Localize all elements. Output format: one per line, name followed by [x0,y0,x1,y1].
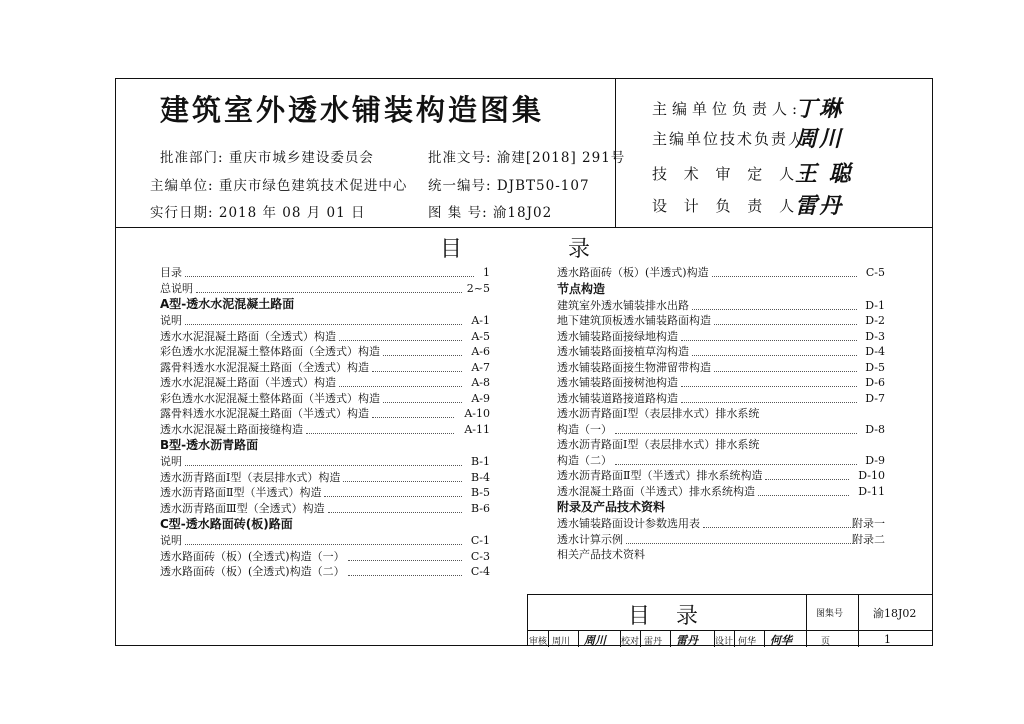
toc-entry-text: 地下建筑顶板透水铺装路面构造 [557,314,711,327]
toc-entry-page: D-10 [858,469,885,482]
toc-entry-text: 构造（一） [557,422,612,436]
toc-entry-text: 透水路面砖（板）(全透式)构造（一） [160,549,345,563]
toc-entry [557,406,885,422]
toc-entry-page: B-1 [470,455,490,468]
toc-entry-text: 相关产品技术资料 [557,548,645,561]
toc-entry-page: A-11 [464,422,490,436]
approval-number-label: 批准文号: [428,150,492,166]
title-block-vline [640,630,641,647]
toc-entry-page: A-1 [471,314,490,327]
toc-entry-text: 透水铺装道路接道路构造 [557,391,678,405]
toc-entry [557,547,885,563]
toc-entry-page: C-1 [470,534,490,547]
atlas-no-value: 渝18J02 [873,607,917,620]
toc-section-heading [557,499,885,516]
toc-entry-text: 透水沥青路面Ⅰ型（表层排水式）构造 [160,470,341,484]
toc-entry-text: 透水铺装路面接生物滞留带构造 [557,360,711,374]
toc-entry-page: C-5 [865,266,885,279]
signature: 周川 [795,127,844,152]
toc-entry [557,375,885,391]
responsible-label: 主编单位技术负责人: [652,130,813,148]
editor-unit-value: 重庆市绿色建筑技术促进中心 [218,178,408,194]
toc-entry [160,422,490,438]
toc-leader-dots [681,329,857,341]
toc-entry [160,360,490,376]
toc-entry [160,391,490,407]
toc-entry-page: A-7 [471,360,490,374]
toc-entry-text: 透水混凝土路面（半透式）排水系统构造 [557,484,755,498]
title-block-vline [548,630,549,647]
toc-entry-page: A-9 [471,391,490,405]
toc-entry-page: B-5 [470,486,490,499]
title-block-vline [806,595,807,630]
toc-leader-dots [383,391,462,403]
approval-dept-value: 重庆市城乡建设委员会 [228,150,374,166]
approval-dept [160,146,374,166]
toc-leader-dots [372,406,454,418]
title-block-vline [764,630,765,647]
toc-section-heading [557,281,885,298]
toc-leader-dots [196,281,462,293]
atlas-number [428,201,552,221]
toc-entry [557,298,885,314]
signature: 王 聪 [795,162,853,187]
toc-entry-text: 透水水泥混凝土路面（半透式）构造 [160,376,336,389]
toc-entry [557,422,885,438]
toc-leader-dots [626,532,857,544]
toc-entry [160,564,490,580]
toc-entry-page: C-4 [470,565,490,578]
page-label: 页 [821,637,831,647]
toc-entry-text: 透水沥青路面Ⅰ型（表层排水式）排水系统 [557,438,760,451]
toc-entry-text: 目录 [160,266,182,279]
page-value: 1 [884,633,891,646]
toc-leader-dots [185,533,462,545]
toc-left-column [160,265,490,580]
toc-entry [160,329,490,345]
toc-heading-left: 目 [440,237,463,262]
toc-entry-text: 节点构造 [557,281,606,296]
toc-entry [160,281,490,297]
toc-entry-page: D-1 [865,298,885,312]
toc-leader-dots [758,484,849,496]
toc-entry-page: D-4 [865,345,885,358]
atlas-title: 建筑室外透水铺装构造图集 [160,93,545,127]
toc-entry-page: D-2 [865,314,885,327]
toc-entry [160,454,490,470]
toc-leader-dots [185,265,474,277]
editor-unit-label: 主编单位: [150,178,214,194]
toc-entry-text: 露骨料透水水泥混凝土路面（全透式）构造 [160,360,369,374]
toc-entry-page: C-3 [470,549,490,563]
atlas-number-value: 渝18J02 [492,205,553,221]
responsible-label: 设 计 负 责 人: [652,197,812,215]
title-block-vline [806,630,807,647]
toc-entry-text: C型-透水路面砖(板)路面 [160,517,293,531]
effective-date-value: 2018 年 08 月 01 日 [218,205,366,221]
toc-entry-page: A-6 [471,345,490,358]
unified-number-label: 统一编号: [428,178,492,194]
toc-leader-dots [348,549,462,561]
toc-entry-page: D-6 [865,376,885,389]
toc-leader-dots [714,360,857,372]
toc-entry-text: 透水铺装路面设计参数选用表 [557,517,700,530]
toc-leader-dots [185,313,462,325]
toc-entry-page: 2~5 [466,281,490,295]
toc-leader-dots [372,360,462,372]
toc-entry [160,533,490,549]
toc-entry-page: D-3 [865,329,885,343]
toc-entry [557,453,885,469]
toc-entry [160,549,490,565]
toc-entry [557,329,885,345]
proof-signature: 雷丹 [676,634,698,647]
toc-entry-page: D-11 [858,484,885,498]
toc-entry-page: D-7 [865,391,885,405]
toc-entry-text: 透水路面砖（板）(全透式)构造（二） [160,565,345,578]
toc-entry-text: 建筑室外透水铺装排水出路 [557,298,689,312]
review-label: 审核 [529,637,548,647]
toc-entry [160,265,490,281]
toc-heading-right: 录 [568,237,591,262]
toc-leader-dots [681,391,857,403]
toc-entry-page: B-4 [470,470,490,484]
toc-entry-text: 说明 [160,455,182,468]
toc-section-heading [160,296,490,313]
toc-entry-text: 彩色透水水泥混凝土整体路面（半透式）构造 [160,391,380,405]
toc-entry-page: D-8 [865,422,885,436]
toc-entry [557,391,885,407]
effective-date-label: 实行日期: [150,205,214,221]
toc-leader-dots [339,329,462,341]
title-block-vline [858,630,859,647]
toc-leader-dots [714,313,857,325]
toc-entry-text: 透水沥青路面Ⅲ型（全透式）构造 [160,501,325,515]
title-block-vline [734,630,735,647]
responsible-label: 主编单位负责人: [652,100,803,118]
title-block-vline [578,630,579,647]
toc-entry-text: 透水沥青路面Ⅱ型（半透式）排水系统构造 [557,469,763,482]
signature: 雷丹 [795,194,844,219]
approval-dept-label: 批准部门: [160,150,224,166]
toc-entry [160,313,490,329]
toc-leader-dots [765,468,849,480]
unified-number [428,174,590,194]
toc-entry [557,484,885,500]
toc-entry-text: 彩色透水水泥混凝土整体路面（全透式）构造 [160,345,380,358]
toc-leader-dots [615,453,857,465]
toc-entry-text: 构造（二） [557,453,612,467]
toc-entry [557,437,885,453]
design-label: 设计 [715,637,734,647]
toc-entry-page: 附录一 [852,517,885,530]
sheet-name: 目录 [628,604,725,629]
toc-entry-text: 说明 [160,534,182,547]
toc-entry-text: 露骨料透水水泥混凝土路面（半透式）构造 [160,407,369,420]
proof-label: 校对 [621,637,640,647]
toc-entry-text: 透水铺装路面接绿地构造 [557,329,678,343]
toc-entry-text: 透水铺装路面接植草沟构造 [557,345,689,358]
approval-number [428,146,625,166]
toc-leader-dots [712,265,857,277]
toc-leader-dots [615,422,857,434]
toc-entry-text: 透水水泥混凝土路面接缝构造 [160,422,303,436]
toc-entry-page: D-9 [865,453,885,467]
toc-entry-text: 透水铺装路面接树池构造 [557,376,678,389]
toc-entry [160,501,490,517]
atlas-no-label: 图集号 [816,609,844,619]
toc-entry-text: 透水沥青路面Ⅱ型（半透式）构造 [160,486,322,499]
toc-entry-text: 透水水泥混凝土路面（全透式）构造 [160,329,336,343]
toc-entry [557,344,885,360]
title-block-vline [858,595,859,630]
unified-number-value: DJBT50-107 [496,178,590,194]
toc-entry [160,485,490,501]
design-name: 何华 [738,637,757,647]
toc-section-heading [160,516,490,533]
toc-entry-text: 透水计算示例 [557,532,623,546]
toc-leader-dots [343,470,462,482]
title-block-vline [670,630,671,647]
toc-entry [557,532,885,548]
toc-entry-text: 附录及产品技术资料 [557,500,666,514]
toc-entry-page: 1 [483,266,490,279]
toc-entry-page: A-8 [471,376,490,389]
toc-entry-text: B型-透水沥青路面 [160,438,259,452]
effective-date [150,201,366,221]
toc-right-column [557,265,885,563]
toc-entry-text: 透水沥青路面Ⅰ型（表层排水式）排水系统 [557,407,760,420]
header-divider [115,227,933,228]
review-name: 周川 [552,637,571,647]
toc-entry [160,406,490,422]
toc-entry [160,470,490,486]
design-signature: 何华 [770,634,792,647]
toc-entry-text: 说明 [160,314,182,327]
toc-entry [557,313,885,329]
toc-entry-page: B-6 [470,501,490,515]
toc-entry-text: 总说明 [160,281,193,295]
approval-number-value: 渝建[2018] 291号 [496,150,626,166]
toc-entry [557,468,885,484]
atlas-number-label: 图 集 号: [428,205,488,221]
toc-leader-dots [692,298,857,310]
responsible-label: 技 术 审 定 人: [652,165,812,183]
signature: 丁琳 [795,97,844,122]
title-block [527,594,933,646]
toc-entry [557,265,885,281]
toc-leader-dots [348,564,462,576]
toc-entry [557,516,885,532]
proof-name: 雷丹 [644,637,663,647]
toc-entry-text: A型-透水水泥混凝土路面 [160,297,295,311]
toc-entry-page: A-5 [471,329,490,343]
toc-leader-dots [324,485,462,497]
toc-leader-dots [306,422,454,434]
toc-leader-dots [339,375,462,387]
toc-entry-page: A-10 [464,407,490,420]
toc-leader-dots [703,516,857,528]
toc-leader-dots [185,454,462,466]
toc-entry-page: 附录二 [852,532,885,546]
toc-entry [160,375,490,391]
toc-leader-dots [681,375,857,387]
toc-leader-dots [692,344,857,356]
toc-leader-dots [328,501,462,513]
toc-entry-text: 透水路面砖（板）(半透式)构造 [557,266,709,279]
toc-leader-dots [383,344,462,356]
editor-unit [150,174,407,194]
review-signature: 周川 [584,634,606,647]
toc-section-heading [160,437,490,454]
toc-entry-page: D-5 [865,360,885,374]
toc-entry [160,344,490,360]
toc-entry [557,360,885,376]
title-block-divider [528,630,933,631]
